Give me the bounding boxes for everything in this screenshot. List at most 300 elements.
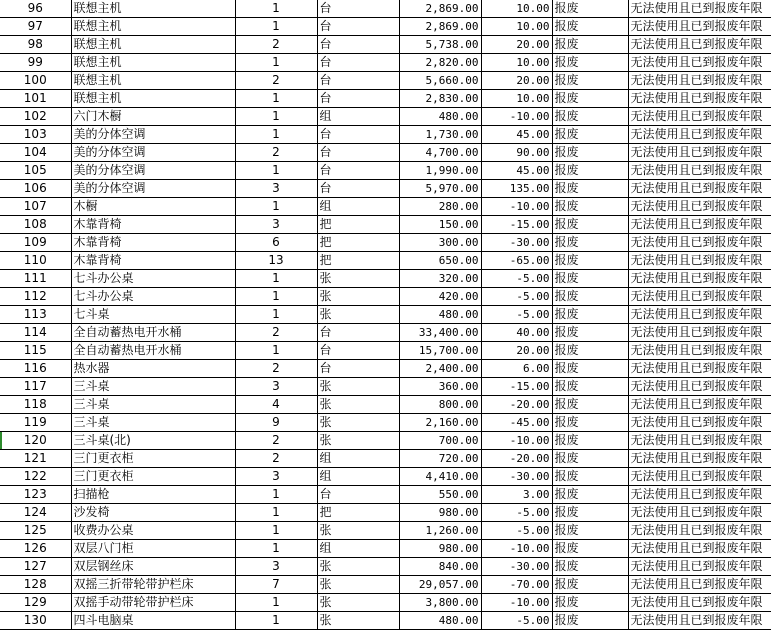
table-row [0, 144, 771, 162]
status-cell[interactable]: 报废 [552, 54, 628, 72]
amount-cell[interactable]: 300.00 [399, 234, 481, 252]
asset-name-cell[interactable]: 联想主机 [71, 54, 235, 72]
unit-cell[interactable]: 张 [317, 576, 399, 594]
reason-cell[interactable]: 无法使用且已到报废年限 [628, 306, 771, 324]
row-index-cell[interactable]: 122 [0, 468, 71, 486]
amount-cell[interactable]: 480.00 [399, 612, 481, 630]
reason-cell[interactable]: 无法使用且已到报废年限 [628, 0, 771, 18]
quantity-cell[interactable]: 13 [235, 252, 317, 270]
row-index-cell[interactable]: 100 [0, 72, 71, 90]
amount-cell[interactable]: 840.00 [399, 558, 481, 576]
value-cell[interactable]: -10.00 [481, 198, 552, 216]
reason-cell[interactable]: 无法使用且已到报废年限 [628, 234, 771, 252]
table-row [0, 540, 771, 558]
unit-cell[interactable]: 台 [317, 360, 399, 378]
status-cell[interactable]: 报废 [552, 432, 628, 450]
asset-name-cell[interactable]: 四斗电脑桌 [71, 612, 235, 630]
table-row [0, 18, 771, 36]
status-cell[interactable]: 报废 [552, 144, 628, 162]
status-cell[interactable]: 报废 [552, 180, 628, 198]
row-index-cell[interactable]: 117 [0, 378, 71, 396]
amount-cell[interactable]: 650.00 [399, 252, 481, 270]
quantity-cell[interactable]: 1 [235, 504, 317, 522]
row-index-cell[interactable]: 105 [0, 162, 71, 180]
table-row [0, 522, 771, 540]
row-index-cell[interactable]: 129 [0, 594, 71, 612]
reason-cell[interactable]: 无法使用且已到报废年限 [628, 342, 771, 360]
row-index-cell[interactable]: 124 [0, 504, 71, 522]
reason-cell[interactable]: 无法使用且已到报废年限 [628, 522, 771, 540]
row-index-cell[interactable]: 109 [0, 234, 71, 252]
quantity-cell[interactable]: 1 [235, 90, 317, 108]
reason-cell[interactable]: 无法使用且已到报废年限 [628, 252, 771, 270]
reason-cell[interactable]: 无法使用且已到报废年限 [628, 378, 771, 396]
asset-name-cell[interactable]: 双层八门柜 [71, 540, 235, 558]
amount-cell[interactable]: 980.00 [399, 504, 481, 522]
table-row [0, 324, 771, 342]
unit-cell[interactable]: 张 [317, 378, 399, 396]
amount-cell[interactable]: 480.00 [399, 306, 481, 324]
amount-cell[interactable]: 5,738.00 [399, 36, 481, 54]
status-cell[interactable]: 报废 [552, 0, 628, 18]
status-cell[interactable]: 报废 [552, 216, 628, 234]
unit-cell[interactable]: 台 [317, 144, 399, 162]
amount-cell[interactable]: 2,869.00 [399, 18, 481, 36]
amount-cell[interactable]: 2,160.00 [399, 414, 481, 432]
unit-cell[interactable]: 把 [317, 252, 399, 270]
value-cell[interactable]: -15.00 [481, 378, 552, 396]
status-cell[interactable]: 报废 [552, 522, 628, 540]
unit-cell[interactable]: 张 [317, 594, 399, 612]
asset-name-cell[interactable]: 木靠背椅 [71, 234, 235, 252]
row-index-cell[interactable]: 127 [0, 558, 71, 576]
value-cell[interactable]: 10.00 [481, 54, 552, 72]
table-row [0, 504, 771, 522]
amount-cell[interactable]: 5,970.00 [399, 180, 481, 198]
status-cell[interactable]: 报废 [552, 468, 628, 486]
status-cell[interactable]: 报废 [552, 486, 628, 504]
unit-cell[interactable]: 台 [317, 126, 399, 144]
status-cell[interactable]: 报废 [552, 504, 628, 522]
row-index-cell[interactable]: 106 [0, 180, 71, 198]
unit-cell[interactable]: 把 [317, 504, 399, 522]
quantity-cell[interactable]: 1 [235, 162, 317, 180]
reason-cell[interactable]: 无法使用且已到报废年限 [628, 468, 771, 486]
quantity-cell[interactable]: 1 [235, 198, 317, 216]
amount-cell[interactable]: 4,700.00 [399, 144, 481, 162]
amount-cell[interactable]: 420.00 [399, 288, 481, 306]
unit-cell[interactable]: 台 [317, 36, 399, 54]
unit-cell[interactable]: 台 [317, 342, 399, 360]
asset-name-cell[interactable]: 三斗桌 [71, 414, 235, 432]
reason-cell[interactable]: 无法使用且已到报废年限 [628, 504, 771, 522]
quantity-cell[interactable]: 3 [235, 558, 317, 576]
value-cell[interactable]: -5.00 [481, 270, 552, 288]
amount-cell[interactable]: 4,410.00 [399, 468, 481, 486]
status-cell[interactable]: 报废 [552, 126, 628, 144]
reason-cell[interactable]: 无法使用且已到报废年限 [628, 432, 771, 450]
unit-cell[interactable]: 台 [317, 0, 399, 18]
unit-cell[interactable]: 张 [317, 306, 399, 324]
status-cell[interactable]: 报废 [552, 162, 628, 180]
reason-cell[interactable]: 无法使用且已到报废年限 [628, 162, 771, 180]
status-cell[interactable]: 报废 [552, 558, 628, 576]
unit-cell[interactable]: 张 [317, 432, 399, 450]
row-index-cell[interactable]: 116 [0, 360, 71, 378]
quantity-cell[interactable]: 2 [235, 36, 317, 54]
amount-cell[interactable]: 800.00 [399, 396, 481, 414]
value-cell[interactable]: -30.00 [481, 558, 552, 576]
asset-name-cell[interactable]: 木靠背椅 [71, 216, 235, 234]
status-cell[interactable]: 报废 [552, 396, 628, 414]
asset-name-cell[interactable]: 木靠背椅 [71, 252, 235, 270]
quantity-cell[interactable]: 1 [235, 540, 317, 558]
reason-cell[interactable]: 无法使用且已到报废年限 [628, 144, 771, 162]
value-cell[interactable]: -5.00 [481, 504, 552, 522]
reason-cell[interactable]: 无法使用且已到报废年限 [628, 198, 771, 216]
row-index-cell[interactable]: 115 [0, 342, 71, 360]
table-row [0, 216, 771, 234]
table-row [0, 162, 771, 180]
unit-cell[interactable]: 组 [317, 468, 399, 486]
reason-cell[interactable]: 无法使用且已到报废年限 [628, 612, 771, 630]
amount-cell[interactable]: 3,800.00 [399, 594, 481, 612]
value-cell[interactable]: -65.00 [481, 252, 552, 270]
quantity-cell[interactable]: 2 [235, 324, 317, 342]
row-index-cell[interactable]: 121 [0, 450, 71, 468]
asset-name-cell[interactable]: 双摇三折带轮带护栏床 [71, 576, 235, 594]
status-cell[interactable]: 报废 [552, 576, 628, 594]
status-cell[interactable]: 报废 [552, 36, 628, 54]
quantity-cell[interactable]: 2 [235, 450, 317, 468]
quantity-cell[interactable]: 1 [235, 306, 317, 324]
quantity-cell[interactable]: 2 [235, 432, 317, 450]
quantity-cell[interactable]: 3 [235, 468, 317, 486]
status-cell[interactable]: 报废 [552, 342, 628, 360]
asset-name-cell[interactable]: 六门木橱 [71, 108, 235, 126]
table-row [0, 108, 771, 126]
quantity-cell[interactable]: 1 [235, 126, 317, 144]
row-index-cell[interactable]: 118 [0, 396, 71, 414]
value-cell[interactable]: 90.00 [481, 144, 552, 162]
row-index-cell[interactable]: 110 [0, 252, 71, 270]
unit-cell[interactable]: 台 [317, 486, 399, 504]
value-cell[interactable]: 6.00 [481, 360, 552, 378]
asset-name-cell[interactable]: 联想主机 [71, 18, 235, 36]
row-index-cell[interactable]: 103 [0, 126, 71, 144]
amount-cell[interactable]: 550.00 [399, 486, 481, 504]
asset-name-cell[interactable]: 联想主机 [71, 72, 235, 90]
unit-cell[interactable]: 张 [317, 558, 399, 576]
reason-cell[interactable]: 无法使用且已到报废年限 [628, 216, 771, 234]
quantity-cell[interactable]: 1 [235, 0, 317, 18]
unit-cell[interactable]: 台 [317, 180, 399, 198]
amount-cell[interactable]: 720.00 [399, 450, 481, 468]
amount-cell[interactable]: 2,400.00 [399, 360, 481, 378]
amount-cell[interactable]: 360.00 [399, 378, 481, 396]
unit-cell[interactable]: 把 [317, 234, 399, 252]
row-index-cell[interactable]: 120 [0, 432, 71, 450]
quantity-cell[interactable]: 1 [235, 342, 317, 360]
reason-cell[interactable]: 无法使用且已到报废年限 [628, 396, 771, 414]
reason-cell[interactable]: 无法使用且已到报废年限 [628, 324, 771, 342]
amount-cell[interactable]: 1,990.00 [399, 162, 481, 180]
value-cell[interactable]: 20.00 [481, 342, 552, 360]
unit-cell[interactable]: 台 [317, 90, 399, 108]
value-cell[interactable]: 10.00 [481, 18, 552, 36]
asset-name-cell[interactable]: 美的分体空调 [71, 162, 235, 180]
table-row [0, 270, 771, 288]
row-index-cell[interactable]: 101 [0, 90, 71, 108]
quantity-cell[interactable]: 1 [235, 522, 317, 540]
table-row [0, 288, 771, 306]
reason-cell[interactable]: 无法使用且已到报废年限 [628, 108, 771, 126]
asset-name-cell[interactable]: 七斗桌 [71, 306, 235, 324]
reason-cell[interactable]: 无法使用且已到报废年限 [628, 450, 771, 468]
unit-cell[interactable]: 张 [317, 414, 399, 432]
reason-cell[interactable]: 无法使用且已到报废年限 [628, 288, 771, 306]
value-cell[interactable]: -10.00 [481, 108, 552, 126]
unit-cell[interactable]: 张 [317, 288, 399, 306]
value-cell[interactable]: -5.00 [481, 522, 552, 540]
quantity-cell[interactable]: 1 [235, 486, 317, 504]
status-cell[interactable]: 报废 [552, 18, 628, 36]
quantity-cell[interactable]: 2 [235, 360, 317, 378]
row-index-cell[interactable]: 99 [0, 54, 71, 72]
table-row [0, 198, 771, 216]
table-row [0, 342, 771, 360]
table-row [0, 594, 771, 612]
amount-cell[interactable]: 15,700.00 [399, 342, 481, 360]
asset-name-cell[interactable]: 美的分体空调 [71, 144, 235, 162]
value-cell[interactable]: 135.00 [481, 180, 552, 198]
reason-cell[interactable]: 无法使用且已到报废年限 [628, 36, 771, 54]
reason-cell[interactable]: 无法使用且已到报废年限 [628, 54, 771, 72]
quantity-cell[interactable]: 1 [235, 594, 317, 612]
asset-name-cell[interactable]: 三斗桌(北) [71, 432, 235, 450]
row-index-cell[interactable]: 128 [0, 576, 71, 594]
value-cell[interactable]: 45.00 [481, 162, 552, 180]
table-row [0, 486, 771, 504]
asset-name-cell[interactable]: 三门更衣柜 [71, 468, 235, 486]
asset-name-cell[interactable]: 联想主机 [71, 36, 235, 54]
value-cell[interactable]: -10.00 [481, 432, 552, 450]
status-cell[interactable]: 报废 [552, 450, 628, 468]
unit-cell[interactable]: 把 [317, 216, 399, 234]
unit-cell[interactable]: 组 [317, 450, 399, 468]
value-cell[interactable]: -30.00 [481, 234, 552, 252]
unit-cell[interactable]: 张 [317, 612, 399, 630]
value-cell[interactable]: 20.00 [481, 72, 552, 90]
status-cell[interactable]: 报废 [552, 288, 628, 306]
amount-cell[interactable]: 2,869.00 [399, 0, 481, 18]
reason-cell[interactable]: 无法使用且已到报废年限 [628, 90, 771, 108]
amount-cell[interactable]: 480.00 [399, 108, 481, 126]
asset-name-cell[interactable]: 美的分体空调 [71, 126, 235, 144]
quantity-cell[interactable]: 1 [235, 288, 317, 306]
status-cell[interactable]: 报废 [552, 378, 628, 396]
amount-cell[interactable]: 280.00 [399, 198, 481, 216]
row-index-cell[interactable]: 126 [0, 540, 71, 558]
quantity-cell[interactable]: 2 [235, 144, 317, 162]
value-cell[interactable]: -10.00 [481, 540, 552, 558]
status-cell[interactable]: 报废 [552, 360, 628, 378]
unit-cell[interactable]: 台 [317, 54, 399, 72]
value-cell[interactable]: 45.00 [481, 126, 552, 144]
status-cell[interactable]: 报废 [552, 306, 628, 324]
amount-cell[interactable]: 29,057.00 [399, 576, 481, 594]
table-row [0, 180, 771, 198]
status-cell[interactable]: 报废 [552, 252, 628, 270]
value-cell[interactable]: 20.00 [481, 36, 552, 54]
amount-cell[interactable]: 2,830.00 [399, 90, 481, 108]
quantity-cell[interactable]: 1 [235, 18, 317, 36]
value-cell[interactable]: -10.00 [481, 594, 552, 612]
quantity-cell[interactable]: 1 [235, 270, 317, 288]
asset-name-cell[interactable]: 木橱 [71, 198, 235, 216]
quantity-cell[interactable]: 6 [235, 234, 317, 252]
asset-name-cell[interactable]: 三斗桌 [71, 396, 235, 414]
unit-cell[interactable]: 张 [317, 396, 399, 414]
quantity-cell[interactable]: 3 [235, 216, 317, 234]
asset-name-cell[interactable]: 七斗办公桌 [71, 288, 235, 306]
reason-cell[interactable]: 无法使用且已到报废年限 [628, 270, 771, 288]
quantity-cell[interactable]: 1 [235, 108, 317, 126]
unit-cell[interactable]: 台 [317, 324, 399, 342]
value-cell[interactable]: -20.00 [481, 450, 552, 468]
value-cell[interactable]: 40.00 [481, 324, 552, 342]
reason-cell[interactable]: 无法使用且已到报废年限 [628, 180, 771, 198]
row-index-cell[interactable]: 111 [0, 270, 71, 288]
unit-cell[interactable]: 张 [317, 522, 399, 540]
reason-cell[interactable]: 无法使用且已到报废年限 [628, 414, 771, 432]
unit-cell[interactable]: 组 [317, 108, 399, 126]
reason-cell[interactable]: 无法使用且已到报废年限 [628, 594, 771, 612]
reason-cell[interactable]: 无法使用且已到报废年限 [628, 576, 771, 594]
status-cell[interactable]: 报废 [552, 594, 628, 612]
row-index-cell[interactable]: 97 [0, 18, 71, 36]
quantity-cell[interactable]: 7 [235, 576, 317, 594]
status-cell[interactable]: 报废 [552, 198, 628, 216]
status-cell[interactable]: 报废 [552, 540, 628, 558]
table-row [0, 90, 771, 108]
asset-name-cell[interactable]: 收费办公桌 [71, 522, 235, 540]
value-cell[interactable]: -45.00 [481, 414, 552, 432]
status-cell[interactable]: 报废 [552, 234, 628, 252]
row-index-cell[interactable]: 114 [0, 324, 71, 342]
reason-cell[interactable]: 无法使用且已到报废年限 [628, 486, 771, 504]
quantity-cell[interactable]: 9 [235, 414, 317, 432]
quantity-cell[interactable]: 3 [235, 180, 317, 198]
asset-name-cell[interactable]: 联想主机 [71, 0, 235, 18]
asset-name-cell[interactable]: 联想主机 [71, 90, 235, 108]
unit-cell[interactable]: 台 [317, 18, 399, 36]
row-index-cell[interactable]: 112 [0, 288, 71, 306]
unit-cell[interactable]: 张 [317, 270, 399, 288]
amount-cell[interactable]: 150.00 [399, 216, 481, 234]
quantity-cell[interactable]: 1 [235, 54, 317, 72]
value-cell[interactable]: -70.00 [481, 576, 552, 594]
amount-cell[interactable]: 1,730.00 [399, 126, 481, 144]
status-cell[interactable]: 报废 [552, 612, 628, 630]
amount-cell[interactable]: 33,400.00 [399, 324, 481, 342]
unit-cell[interactable]: 台 [317, 72, 399, 90]
value-cell[interactable]: -15.00 [481, 216, 552, 234]
asset-name-cell[interactable]: 扫描枪 [71, 486, 235, 504]
amount-cell[interactable]: 700.00 [399, 432, 481, 450]
reason-cell[interactable]: 无法使用且已到报废年限 [628, 72, 771, 90]
value-cell[interactable]: -5.00 [481, 288, 552, 306]
quantity-cell[interactable]: 1 [235, 612, 317, 630]
amount-cell[interactable]: 5,660.00 [399, 72, 481, 90]
asset-name-cell[interactable]: 沙发椅 [71, 504, 235, 522]
reason-cell[interactable]: 无法使用且已到报废年限 [628, 18, 771, 36]
value-cell[interactable]: -5.00 [481, 306, 552, 324]
asset-name-cell[interactable]: 全自动蓄热电开水桶 [71, 342, 235, 360]
asset-name-cell[interactable]: 热水器 [71, 360, 235, 378]
status-cell[interactable]: 报废 [552, 324, 628, 342]
value-cell[interactable]: 10.00 [481, 0, 552, 18]
value-cell[interactable]: 10.00 [481, 90, 552, 108]
row-index-cell[interactable]: 104 [0, 144, 71, 162]
value-cell[interactable]: -20.00 [481, 396, 552, 414]
reason-cell[interactable]: 无法使用且已到报废年限 [628, 540, 771, 558]
unit-cell[interactable]: 组 [317, 198, 399, 216]
amount-cell[interactable]: 320.00 [399, 270, 481, 288]
amount-cell[interactable]: 1,260.00 [399, 522, 481, 540]
row-index-cell[interactable]: 123 [0, 486, 71, 504]
status-cell[interactable]: 报废 [552, 270, 628, 288]
row-index-cell[interactable]: 113 [0, 306, 71, 324]
table-row [0, 0, 771, 18]
reason-cell[interactable]: 无法使用且已到报废年限 [628, 360, 771, 378]
asset-name-cell[interactable]: 七斗办公桌 [71, 270, 235, 288]
value-cell[interactable]: -5.00 [481, 612, 552, 630]
row-index-cell[interactable]: 125 [0, 522, 71, 540]
amount-cell[interactable]: 2,820.00 [399, 54, 481, 72]
status-cell[interactable]: 报废 [552, 90, 628, 108]
table-row [0, 126, 771, 144]
asset-name-cell[interactable]: 三门更衣柜 [71, 450, 235, 468]
row-index-cell[interactable]: 108 [0, 216, 71, 234]
asset-name-cell[interactable]: 三斗桌 [71, 378, 235, 396]
asset-name-cell[interactable]: 全自动蓄热电开水桶 [71, 324, 235, 342]
table-row [0, 576, 771, 594]
reason-cell[interactable]: 无法使用且已到报废年限 [628, 558, 771, 576]
reason-cell[interactable]: 无法使用且已到报废年限 [628, 126, 771, 144]
quantity-cell[interactable]: 2 [235, 72, 317, 90]
asset-name-cell[interactable]: 双摇手动带轮带护栏床 [71, 594, 235, 612]
row-index-cell[interactable]: 102 [0, 108, 71, 126]
asset-name-cell[interactable]: 双层钢丝床 [71, 558, 235, 576]
row-index-cell[interactable]: 130 [0, 612, 71, 630]
quantity-cell[interactable]: 4 [235, 396, 317, 414]
status-cell[interactable]: 报废 [552, 414, 628, 432]
amount-cell[interactable]: 980.00 [399, 540, 481, 558]
row-index-cell[interactable]: 107 [0, 198, 71, 216]
value-cell[interactable]: -30.00 [481, 468, 552, 486]
row-index-cell[interactable]: 96 [0, 0, 71, 18]
row-index-cell[interactable]: 119 [0, 414, 71, 432]
unit-cell[interactable]: 台 [317, 162, 399, 180]
value-cell[interactable]: 3.00 [481, 486, 552, 504]
row-index-cell[interactable]: 98 [0, 36, 71, 54]
unit-cell[interactable]: 组 [317, 540, 399, 558]
asset-name-cell[interactable]: 美的分体空调 [71, 180, 235, 198]
quantity-cell[interactable]: 3 [235, 378, 317, 396]
status-cell[interactable]: 报废 [552, 108, 628, 126]
status-cell[interactable]: 报废 [552, 72, 628, 90]
